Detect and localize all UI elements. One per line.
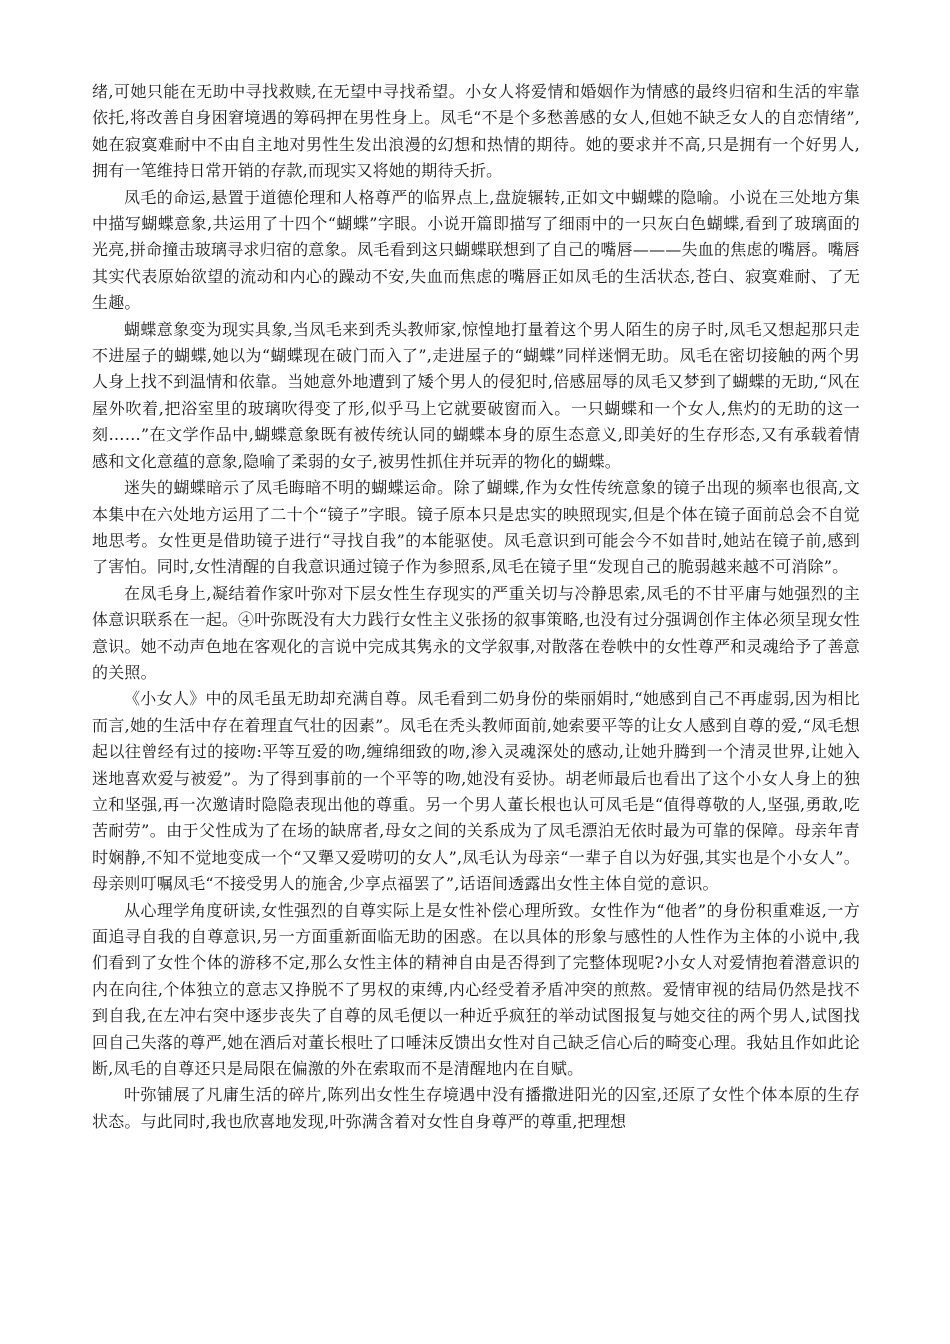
paragraph-7: 从心理学角度研读,女性强烈的自尊实际上是女性补偿心理所致。女性作为“他者”的身份积重难返,一方面追寻自我的自尊意识,另一方面重新面临无助的困惑。在以具体的形象与感性的人性作为主体的小说中,我们看到了女性个体的游移不定,那么女性主体的精神自由是否得到了完整体现呢?小女人对爱情抱着潜意识的内在向往,个体独立的意志又挣脱不了男权的束缚,内心经受着矛盾冲突的煎熬。爱情审视的结局仍然是找不到自我,在左冲右突中逐步丧失了自尊的凤毛便以一种近乎疯狂的举动试图报复与她交往的两个男人,试图找回自己失落的尊严,她在酒后对董长根吐了口唾沫反馈出女性对自己缺乏信心后的畸变心理。我姑且作如此论断,凤毛的自尊还只是局限在偏激的外在索取而不是清醒地内在自赋。 — [92, 900, 860, 1079]
paragraph-6: 《小女人》中的凤毛虽无助却充满自尊。凤毛看到二奶身份的柴丽娟时,“她感到自己不再虚弱,因为相比而言,她的生活中存在着理直气壮的因素”。凤毛在秃头教师面前,她索要平等的让女人感到自尊的爱,“凤毛想起以往曾经有过的接吻:平等互爱的吻,缠绵细致的吻,渗入灵魂深处的感动,让她升腾到一个清灵世界,让她入迷地喜欢爱与被爱”。为了得到事前的一个平等的吻,她没有妥协。胡老师最后也看出了这个小女人身上的独立和坚强,再一次邀请时隐隐表现出他的尊重。另一个男人董长根也认可凤毛是“值得尊敬的人,坚强,勇敢,吃苦耐劳”。由于父性成为了在场的缺席者,母女之间的关系成为了凤毛漂泊无依时最为可靠的保障。母亲年青时娴静,不知不觉地变成一个“又犟又爱唠叨的女人”,凤毛认为母亲“一辈子自以为好强,其实也是个小女人”。母亲则叮嘱凤毛“不接受男人的施舍,少享点福罢了”,话语间透露出女性主体自觉的意识。 — [92, 689, 860, 894]
paragraph-4: 迷失的蝴蝶暗示了凤毛晦暗不明的蝴蝶运命。除了蝴蝶,作为女性传统意象的镜子出现的频率也很高,文本集中在六处地方运用了二十个“镜子”字眼。镜子原本只是忠实的映照现实,但是个体在镜子面前总会不自觉地思考。女性更是借助镜子进行“寻找自我”的本能驱使。凤毛意识到可能会今不如昔时,她站在镜子前,感到了害怕。同时,女性清醒的自我意识通过镜子作为参照系,凤毛在镜子里“发现自己的脆弱越来越不可消除”。 — [92, 478, 860, 577]
paragraph-3: 蝴蝶意象变为现实具象,当凤毛来到秃头教师家,惊惶地打量着这个男人陌生的房子时,凤毛又想起那只走不进屋子的蝴蝶,她以为“蝴蝶现在破门而入了”,走进屋子的“蝴蝶”同样迷惘无助。凤毛在密切接触的两个男人身上找不到温情和依靠。当她意外地遭到了矮个男人的侵犯时,倍感屈辱的凤毛又梦到了蝴蝶的无助,“风在屋外吹着,把浴室里的玻璃吹得变了形,似乎马上它就要破窗而入。一只蝴蝶和一个女人,焦灼的无助的这一刻……”在文学作品中,蝴蝶意象既有被传统认同的蝴蝶本身的原生态意义,即美好的生存形态,又有承载着情感和文化意蕴的意象,隐喻了柔弱的女子,被男性抓住并玩弄的物化的蝴蝶。 — [92, 319, 860, 471]
paragraph-2: 凤毛的命运,悬置于道德伦理和人格尊严的临界点上,盘旋辗转,正如文中蝴蝶的隐喻。小说在三处地方集中描写蝴蝶意象,共运用了十四个“蝴蝶”字眼。小说开篇即描写了细雨中的一只灰白色蝴蝶,看到了玻璃面的光亮,拼命撞击玻璃寻求归宿的意象。凤毛看到这只蝴蝶联想到了自己的嘴唇———失血的焦虑的嘴唇。嘴唇其实代表原始欲望的流动和内心的躁动不安,失血而焦虑的嘴唇正如凤毛的生活状态,苍白、寂寞难耐、了无生趣。 — [92, 187, 860, 313]
paragraph-5: 在凤毛身上,凝结着作家叶弥对下层女性生存现实的严重关切与冷静思索,凤毛的不甘平庸与她强烈的主体意识联系在一起。④叶弥既没有大力践行女性主义张扬的叙事策略,也没有过分强调创作主体必须呈现女性意识。她不动声色地在客观化的言说中完成其隽永的文学叙事,对散落在卷帙中的女性尊严和灵魂给予了善意的关照。 — [92, 583, 860, 682]
document-page — [92, 79, 860, 1135]
paragraph-8: 叶弥铺展了凡庸生活的碎片,陈列出女性生存境遇中没有播撒进阳光的囚室,还原了女性个体本原的生存状态。与此同时,我也欣喜地发现,叶弥满含着对女性自身尊严的尊重,把理想 — [92, 1085, 860, 1131]
paragraph-1: 绪,可她只能在无助中寻找救赎,在无望中寻找希望。小女人将爱情和婚姻作为情感的最终归宿和生活的牢靠依托,将改善自身困窘境遇的筹码押在男性身上。凤毛“不是个多愁善感的女人,但她不缺乏女人的自恋情绪”,她在寂寞难耐中不由自主地对男性生发出浪漫的幻想和热情的期待。她的要求并不高,只是拥有一个好男人,拥有一笔维持日常开销的存款,而现实又将她的期待夭折。 — [92, 82, 860, 181]
